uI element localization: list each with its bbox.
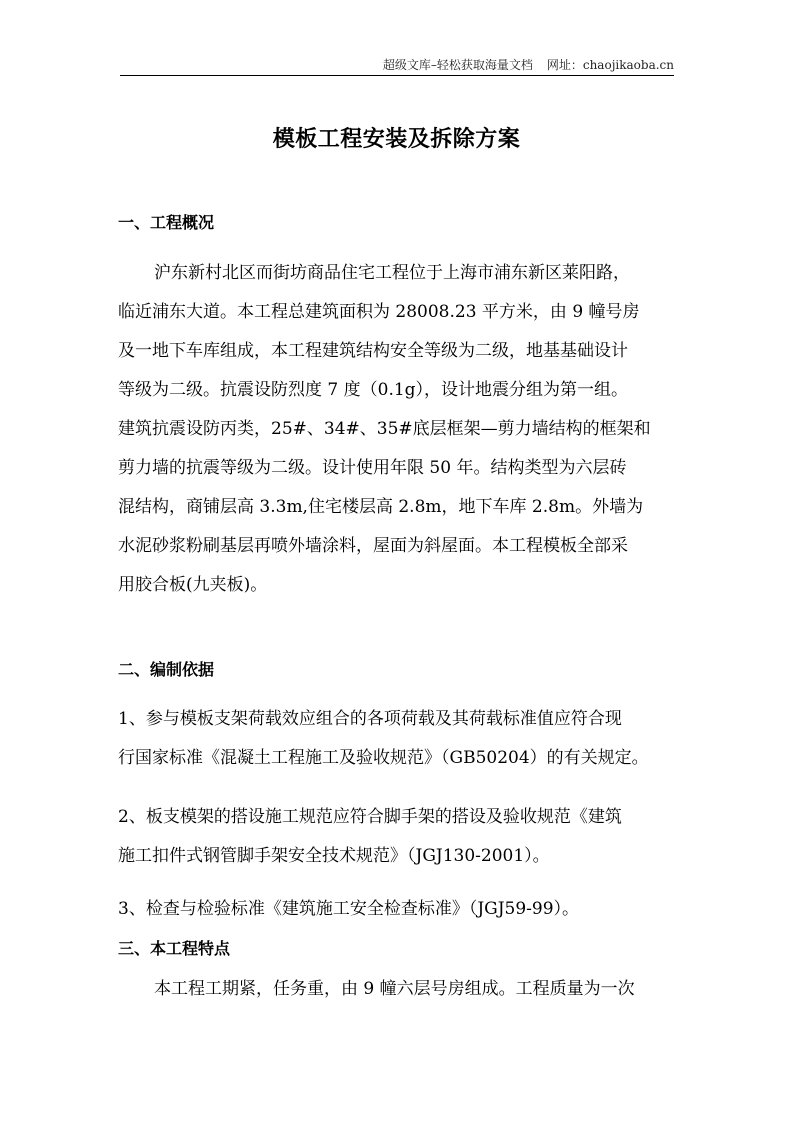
- text-line: 1、参与模板支架荷载效应组合的各项荷载及其荷载标准值应符合现: [118, 709, 622, 729]
- text-line: 沪东新村北区而街坊商品住宅工程位于上海市浦东新区莱阳路，: [154, 263, 630, 283]
- basis-item-2: [118, 798, 676, 876]
- text-line: 用胶合板(九夹板)。: [118, 575, 268, 595]
- text-line: 水泥砂浆粉刷基层再喷外墙涂料，屋面为斜屋面。本工程模板全部采: [118, 536, 628, 556]
- section-heading-basis: 二、编制依据: [118, 660, 215, 679]
- text-line: 剪力墙的抗震等级为二级。设计使用年限 50 年。结构类型为六层砖: [118, 458, 627, 478]
- section-heading-overview: 一、工程概况: [118, 213, 215, 232]
- text-line: 3、检查与检验标准《建筑施工安全检查标准》（JGJ59-99）。: [118, 899, 580, 919]
- header-rule: [120, 75, 674, 76]
- section-heading-features: 三、本工程特点: [118, 939, 231, 958]
- overview-paragraph: [118, 254, 676, 605]
- text-line: 行国家标准《混凝土工程施工及验收规范》（GB50204）的有关规定。: [118, 748, 649, 768]
- header-site-slogan: 超级文库–轻松获取海量文档: [382, 58, 533, 72]
- basis-item-1: [118, 700, 676, 778]
- text-line: 及一地下车库组成，本工程建筑结构安全等级为二级，地基基础设计: [118, 341, 628, 361]
- text-line: 临近浦东大道。本工程总建筑面积为 28008.23 平方米，由 9 幢号房: [118, 302, 640, 322]
- text-line: 施工扣件式钢管脚手架安全技术规范》（JGJ130-2001）。: [118, 846, 550, 866]
- features-paragraph: [118, 970, 676, 1009]
- page-header: [120, 56, 674, 73]
- text-line: 混结构，商铺层高 3.3m,住宅楼层高 2.8m，地下车库 2.8m。外墙为: [118, 497, 644, 517]
- text-line: 等级为二级。抗震设防烈度 7 度（0.1g），设计地震分组为第一组。: [118, 380, 629, 400]
- text-line: 2、板支模架的搭设施工规范应符合脚手架的搭设及验收规范《建筑: [118, 807, 622, 827]
- basis-item-3: [118, 890, 676, 929]
- header-site-url: 网址：chaojikaoba.cn: [546, 58, 674, 72]
- document-title: 模板工程安装及拆除方案: [272, 126, 521, 152]
- text-line: 建筑抗震设防丙类，25#、34#、35#底层框架—剪力墙结构的框架和: [118, 419, 651, 439]
- text-line: 本工程工期紧，任务重，由 9 幢六层号房组成。工程质量为一次: [154, 979, 635, 999]
